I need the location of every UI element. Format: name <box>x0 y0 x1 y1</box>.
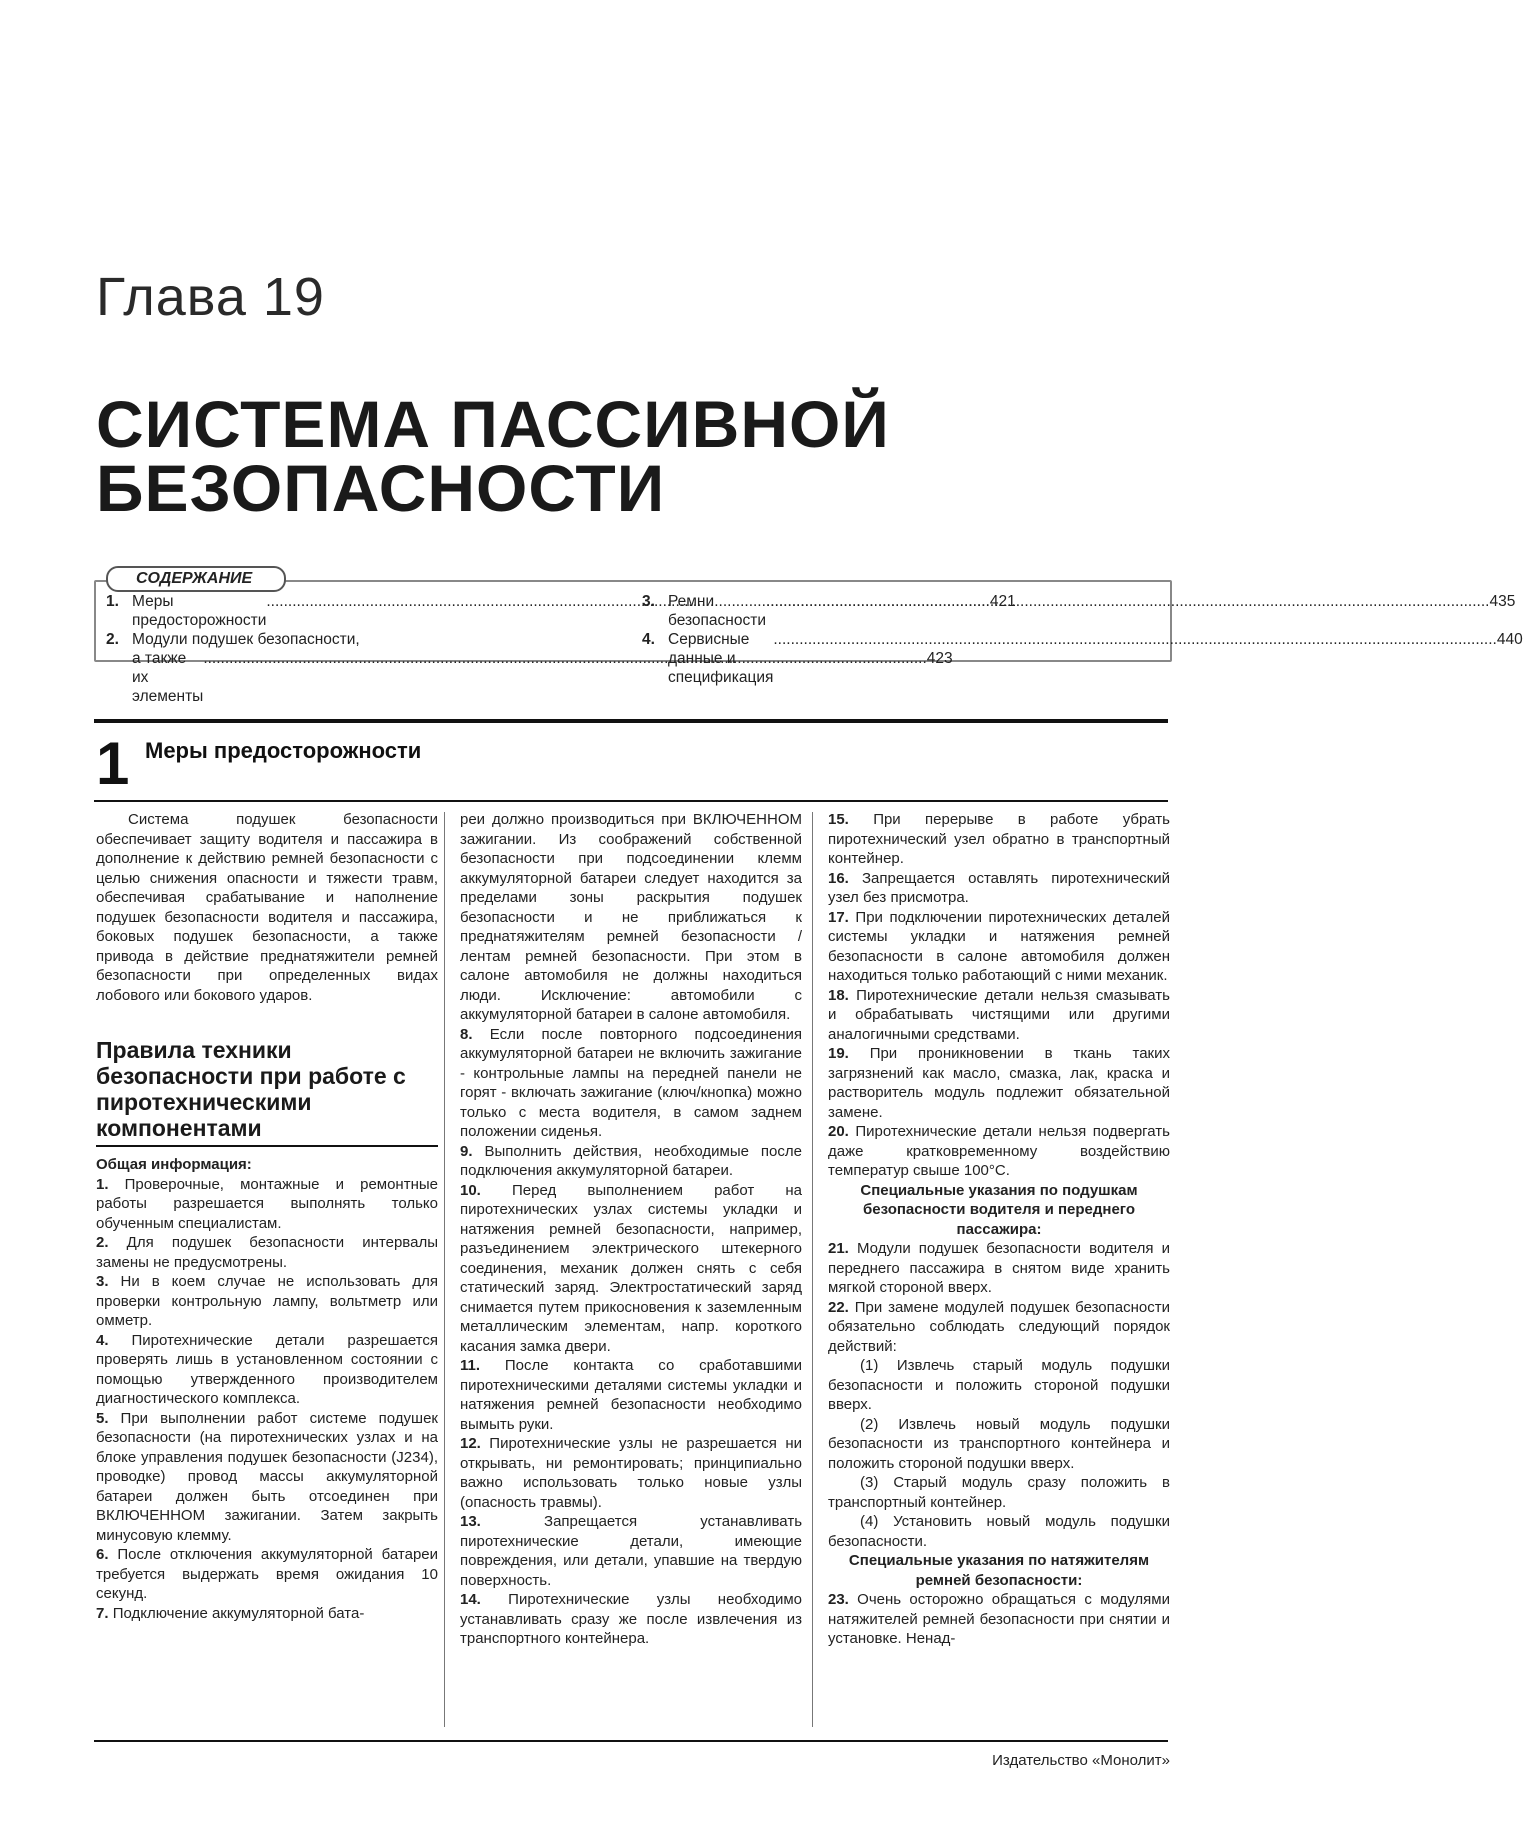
rule-item: 21. Модули подушек безопасности водителя и переднего пассажира в снятом виде хранить мягкой стороной вверх. <box>828 1240 1170 1296</box>
rule-item: 20. Пиротехнические детали нельзя подвергать даже кратковременному воздействию температур свыше 100°С. <box>828 1123 1170 1179</box>
toc-item-number: 3. <box>642 593 655 610</box>
rule-item: 12. Пиротехнические узлы не разрешается ни открывать, ни ремонтировать; принципиально важно использовать только новые узлы (опасность травмы). <box>460 1435 802 1511</box>
rule-item: 16. Запрещается оставлять пиротехнический узел без присмотра. <box>828 869 1171 906</box>
chapter-label: Глава 19 <box>96 267 325 327</box>
section-bottom-rule <box>94 800 1168 802</box>
toc-item-page: 440 <box>1496 631 1523 648</box>
toc-item-page: 435 <box>1489 593 1516 610</box>
column-divider <box>444 812 445 1727</box>
footer-rule <box>94 1740 1168 1742</box>
toc-item-title: Ремни безопасности <box>668 593 766 629</box>
toc-item-number: 2. <box>106 631 119 648</box>
rule-item: 11. После контакта со сработавшими пиротехническими деталями системы укладки и натяжения ремней безопасности необходимо вымыть руки. <box>460 1357 803 1433</box>
general-info-heading: Общая информация: <box>96 1156 252 1173</box>
special-instructions-heading: Специальные указания по подушкам безопасности водителя и переднего пассажира: <box>860 1181 1138 1238</box>
procedure-step: (4) Установить новый модуль подушки безопасности. <box>828 1513 1170 1550</box>
rule-item: 14. Пиротехнические узлы необходимо устанавливать сразу же после извлечения из транспортного контейнера. <box>460 1591 802 1647</box>
toc-item-title: Модули подушек безопасности, <box>132 631 360 648</box>
column-divider <box>812 812 813 1727</box>
rule-item: 5. При выполнении работ системе подушек безопасности (на пиротехнических узлах и на блоке управления подушек безопасности (J234), проводке) провод массы аккумуляторной батареи должен быть отсоединен при ВКЛЮЧЕННОМ зажигании. Затем закрыть минусовую клемму. <box>96 1409 438 1544</box>
subheading-rule <box>96 1145 438 1147</box>
rule-item: 10. Перед выполнением работ на пиротехнических узлах системы укладки и натяжения ремней безопасности, например, разъединением электрического штекерного соединения, механик должен снять с себя статический заряд. Электростатический заряд снимается путем прикосновения к заземленным металлическим элементам, напр. короткого касания замка двери. <box>460 1181 802 1355</box>
special-instructions-heading: Специальные указания по натяжителям ремней безопасности: <box>848 1552 1150 1589</box>
toc-column-right <box>642 592 1523 687</box>
rule-item: 7. Подключение аккумуляторной бата- <box>96 1604 365 1622</box>
rule-item: 18. Пиротехнические детали нельзя смазывать и обрабатывать чистящими или другими аналогичными средствами. <box>828 986 1170 1043</box>
rule-item: 15. При перерыве в работе убрать пиротехнический узел обратно в транспортный контейнер. <box>828 811 1170 867</box>
rule-item: 8. Если после повторного подсоединения аккумуляторной батареи не включить зажигание - контрольные лампы на передней панели не горят - включать зажигание (ключ/кнопка) можно только с места водителя, в самом заднем положении сиденья. <box>460 1025 802 1140</box>
toc-item-title-cont: а также их элементы <box>132 650 204 705</box>
toc-item[interactable] <box>642 630 1523 687</box>
publisher-footer: Издательство «Монолит» <box>992 1752 1170 1769</box>
toc-item-title: Меры предосторожности <box>132 593 267 629</box>
title-line-1: СИСТЕМА ПАССИВНОЙ <box>96 387 890 461</box>
text-column-2 <box>460 810 802 1649</box>
toc-item-title: Сервисные данные и спецификация <box>668 631 774 686</box>
toc-item-page: 423 <box>926 650 953 667</box>
text-column-3 <box>828 810 1170 1649</box>
rule-item: 9. Выполнить действия, необходимые после подключения аккумуляторной батареи. <box>460 1142 802 1179</box>
procedure-step: (1) Извлечь старый модуль подушки безопасности и положить стороной подушки вверх. <box>828 1357 1170 1413</box>
text-column-1 <box>96 810 438 1623</box>
page-title <box>96 387 890 525</box>
rule-item: 13. Запрещается устанавливать пиротехнические детали, имеющие повреждения, или детали, упавшие на твердую поверхность. <box>460 1513 803 1589</box>
rule-item: 22. При замене модулей подушек безопасности обязательно соблюдать следующий порядок действий: <box>828 1298 1170 1355</box>
procedure-step: (3) Старый модуль сразу положить в транспортный контейнер. <box>828 1474 1170 1511</box>
title-line-2: БЕЗОПАСНОСТИ <box>96 451 666 525</box>
intro-paragraph: Система подушек безопасности обеспечивает защиту водителя и пассажира в дополнение к действию ремней безопасности с целью снижения опасности и тяжести травм, обеспечивая срабатывание и наполнение подушек безопасности водителя и пассажира, боковых подушек безопасности, а также привода в действие преднатяжители ремней безопасности при определенных видах лобового или бокового ударов. <box>96 811 438 1004</box>
toc-item[interactable] <box>642 592 1516 630</box>
continued-paragraph: реи должно производиться при ВКЛЮЧЕННОМ зажигании. Из соображений собственной безопасности при подсоединении клемм аккумуляторной батареи следует находится за пределами зоны раскрытия подушек безопасности и не приближаться к преднатяжителям ремней безопасности / лентам ремней безопасности. При этом в салоне автомобиля не должны находиться люди. Исключение: автомобили с аккумуляторной батареи в салоне автомобиля. <box>460 811 802 1023</box>
rule-item: 23. Очень осторожно обращаться с модулями натяжителей ремней безопасности при снятии и установке. Ненад- <box>828 1591 1170 1647</box>
rule-item: 1. Проверочные, монтажные и ремонтные работы разрешается выполнять только обученным специалистам. <box>96 1175 438 1232</box>
toc-item-page: 421 <box>989 593 1016 610</box>
subheading: Правила техники безопасности при работе с пиротехническими компонентами <box>96 1037 406 1141</box>
toc-item-number: 4. <box>642 631 655 648</box>
section-top-rule <box>94 719 1168 723</box>
rule-item: 19. При проникновении в ткань таких загрязнений как масло, смазка, лак, краска и растворитель модуль подлежит обязательной замене. <box>828 1045 1170 1121</box>
rule-item: 6. После отключения аккумуляторной батареи требуется выдержать время ожидания 10 секунд. <box>96 1546 439 1602</box>
rule-item: 17. При подключении пиротехнических деталей системы укладки и натяжения ремней безопасности в салоне автомобиля должен находиться только работающий с ними механик. <box>828 908 1170 984</box>
section-number: 1 <box>96 730 130 797</box>
rule-item: 4. Пиротехнические детали разрешается проверять лишь в установленном состоянии с помощью утвержденного производителем диагностического комплекса. <box>96 1331 438 1407</box>
toc-item-number: 1. <box>106 593 119 610</box>
toc-label: СОДЕРЖАНИЕ <box>106 566 286 592</box>
rule-item: 2. Для подушек безопасности интервалы замены не предусмотрены. <box>96 1234 438 1271</box>
procedure-step: (2) Извлечь новый модуль подушки безопасности из транспортного контейнера и положить стороной подушки вверх. <box>828 1415 1170 1472</box>
rule-item: 3. Ни в коем случае не использовать для проверки контрольную лампу, вольтметр или омметр. <box>96 1273 438 1329</box>
toc-item[interactable] <box>106 630 618 649</box>
section-title: Меры предосторожности <box>145 738 422 763</box>
